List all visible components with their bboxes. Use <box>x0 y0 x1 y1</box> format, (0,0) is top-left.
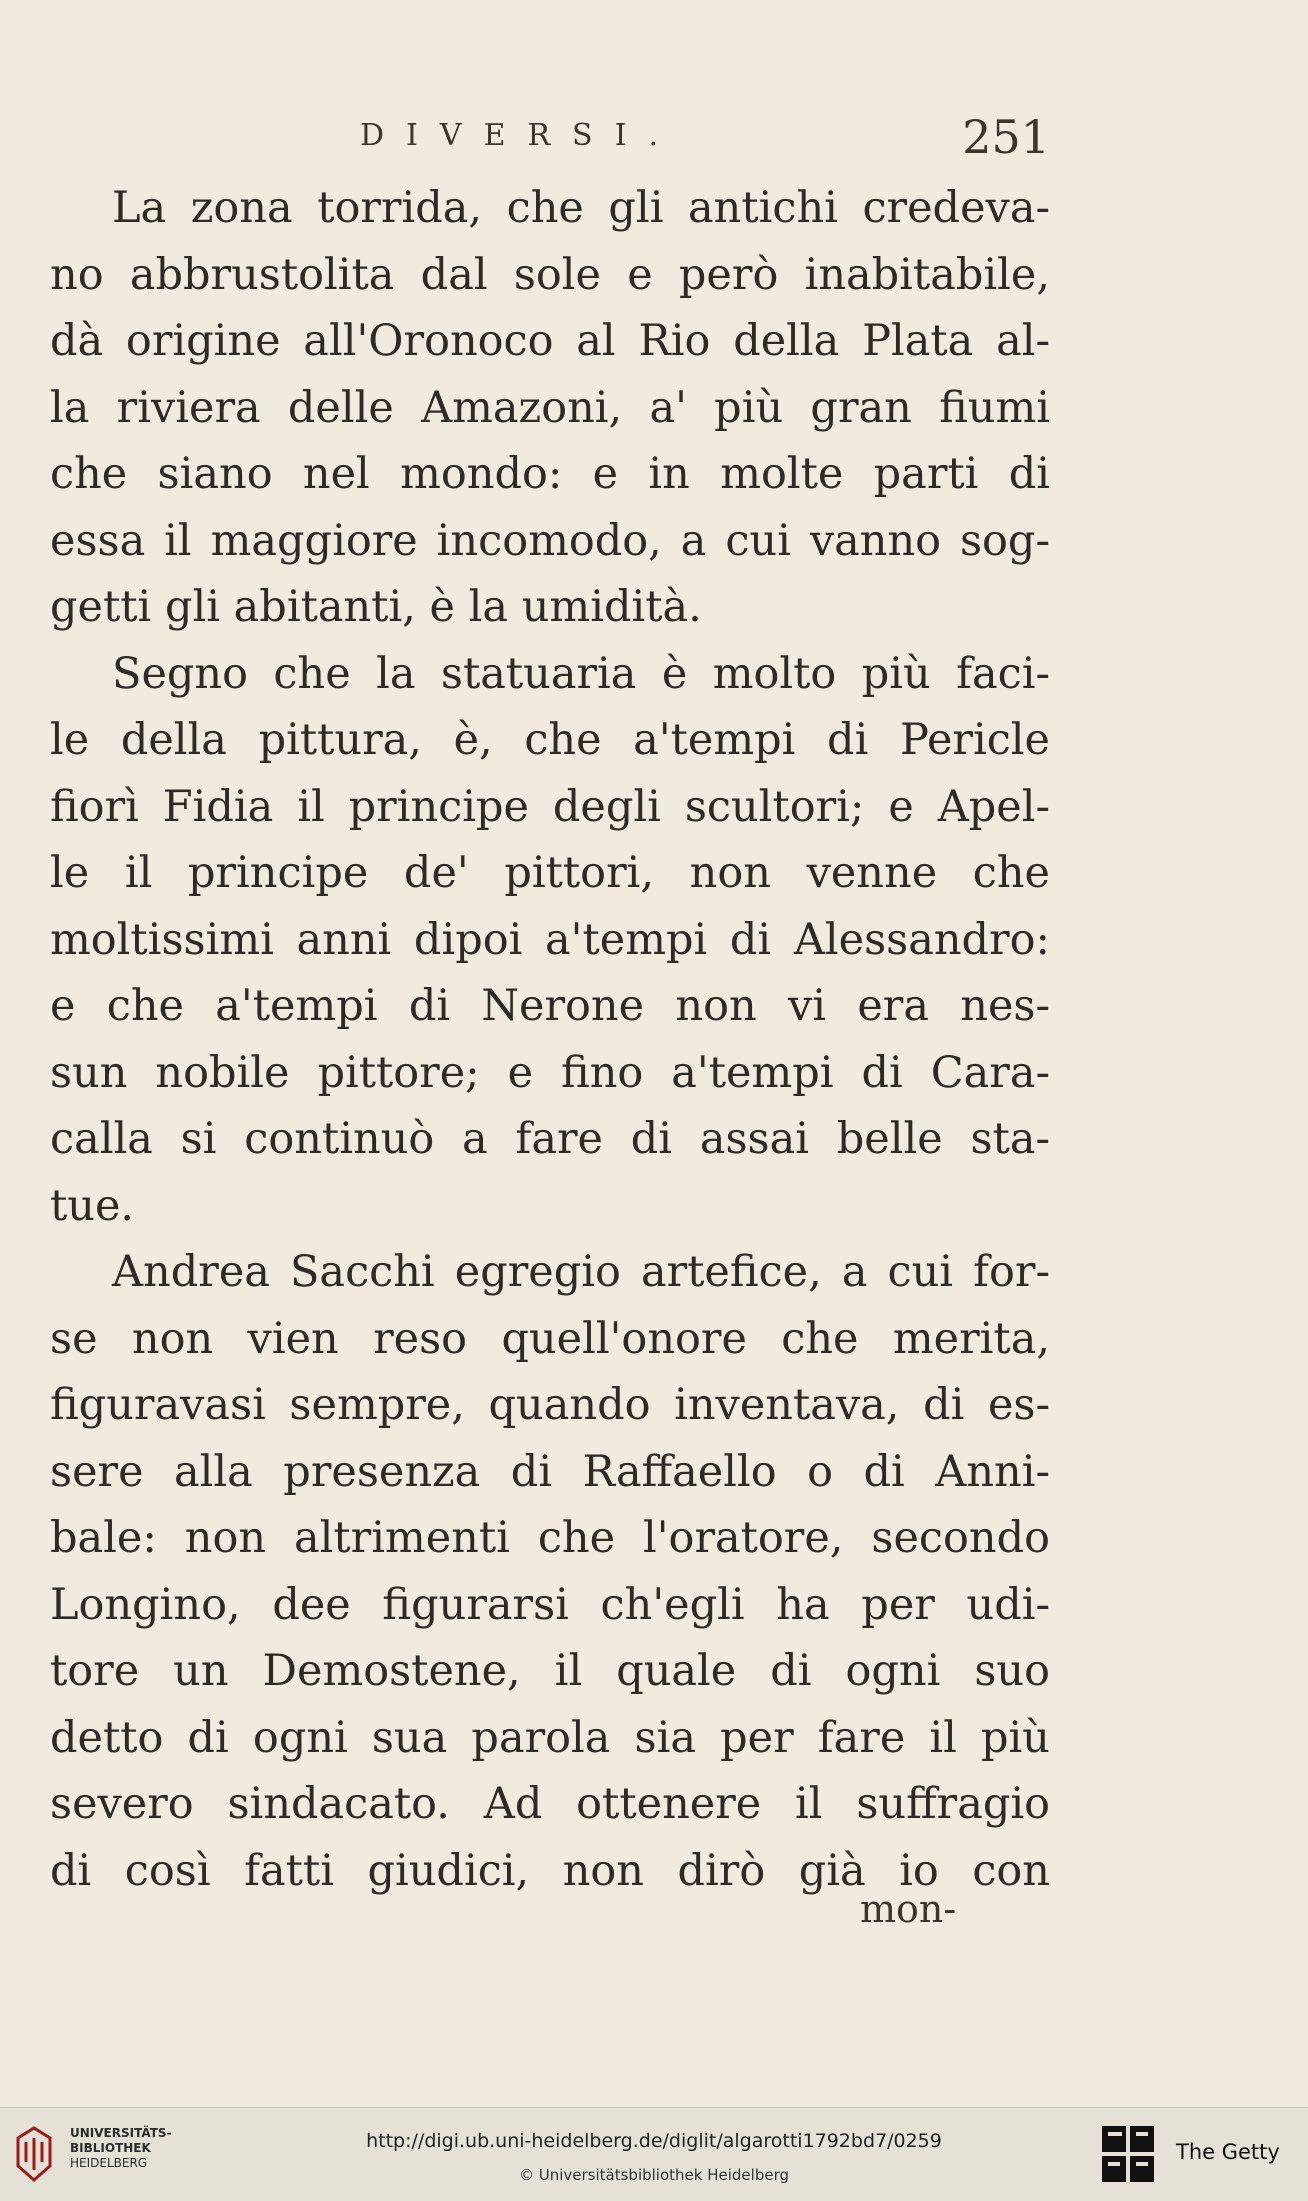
text-line: di così fatti giudici, non dirò già io con <box>50 1845 1050 1896</box>
running-title: DIVERSI. <box>360 118 680 153</box>
text-line: se non vien reso quell'onore che merita, <box>50 1313 1050 1364</box>
page-header <box>360 110 1050 168</box>
text-line: no abbrustolita dal sole e però inabitabile, <box>50 249 1050 300</box>
text-line: Longino, dee figurarsi ch'egli ha per udi- <box>50 1579 1050 1630</box>
text-line: moltissimi anni dipoi a'tempi di Alessandro: <box>50 914 1050 965</box>
text-line: e che a'tempi di Nerone non vi era nes- <box>50 981 1050 1031</box>
text-line: la riviera delle Amazoni, a' più gran fiumi <box>50 382 1050 433</box>
source-url[interactable]: http://digi.ub.uni-heidelberg.de/diglit/algarotti1792bd7/0259 <box>366 2130 942 2152</box>
catchword: mon- <box>860 1887 957 1931</box>
paragraph-3 <box>50 1239 1050 1904</box>
text-line: essa il maggiore incomodo, a cui vanno sog- <box>50 515 1050 566</box>
page-number: 251 <box>962 110 1050 164</box>
text-line: le della pittura, è, che a'tempi di Pericle <box>50 715 1050 765</box>
getty-label: The Getty <box>1176 2140 1280 2164</box>
text-line: calla si continuò a fare di assai belle sta- <box>50 1114 1050 1164</box>
text-line: tore un Demostene, il quale di ogni suo <box>50 1646 1050 1696</box>
text-line: dà origine all'Oronoco al Rio della Plata al- <box>50 316 1050 366</box>
getty-logo-icon <box>1100 2124 1156 2186</box>
text-line: Andrea Sacchi egregio artefice, a cui for- <box>112 1247 1050 1297</box>
copyright-notice: © Universitätsbibliothek Heidelberg <box>518 2166 789 2184</box>
text-line: le il principe de' pittori, non venne che <box>50 848 1050 898</box>
text-line: getti gli abitanti, è la umidità. <box>50 582 702 632</box>
text-line: figuravasi sempre, quando inventava, di es- <box>50 1380 1050 1430</box>
text-line: fiorì Fidia il principe degli scultori; e Apel- <box>50 781 1050 832</box>
text-line: sun nobile pittore; e fino a'tempi di Cara- <box>50 1047 1050 1098</box>
text-line: bale: non altrimenti che l'oratore, secondo <box>50 1513 1050 1563</box>
text-line: severo sindacato. Ad ottenere il suffragio <box>50 1779 1050 1829</box>
paragraph-2 <box>50 641 1050 1240</box>
text-line: detto di ogni sua parola sia per fare il più <box>50 1712 1050 1763</box>
body-text <box>50 175 1050 1904</box>
text-line: tue. <box>50 1180 135 1231</box>
text-line: che siano nel mondo: e in molte parti di <box>50 449 1050 499</box>
text-line: sere alla presenza di Raffaello o di Anni- <box>50 1446 1050 1497</box>
library-name: UNIVERSITÄTS- BIBLIOTHEK HEIDELBERG <box>70 2126 172 2170</box>
paragraph-1 <box>50 175 1050 641</box>
text-line: Segno che la statuaria è molto più faci- <box>112 648 1050 699</box>
footer-bar <box>0 2107 1308 2201</box>
text-line: La zona torrida, che gli antichi credeva- <box>112 183 1050 233</box>
